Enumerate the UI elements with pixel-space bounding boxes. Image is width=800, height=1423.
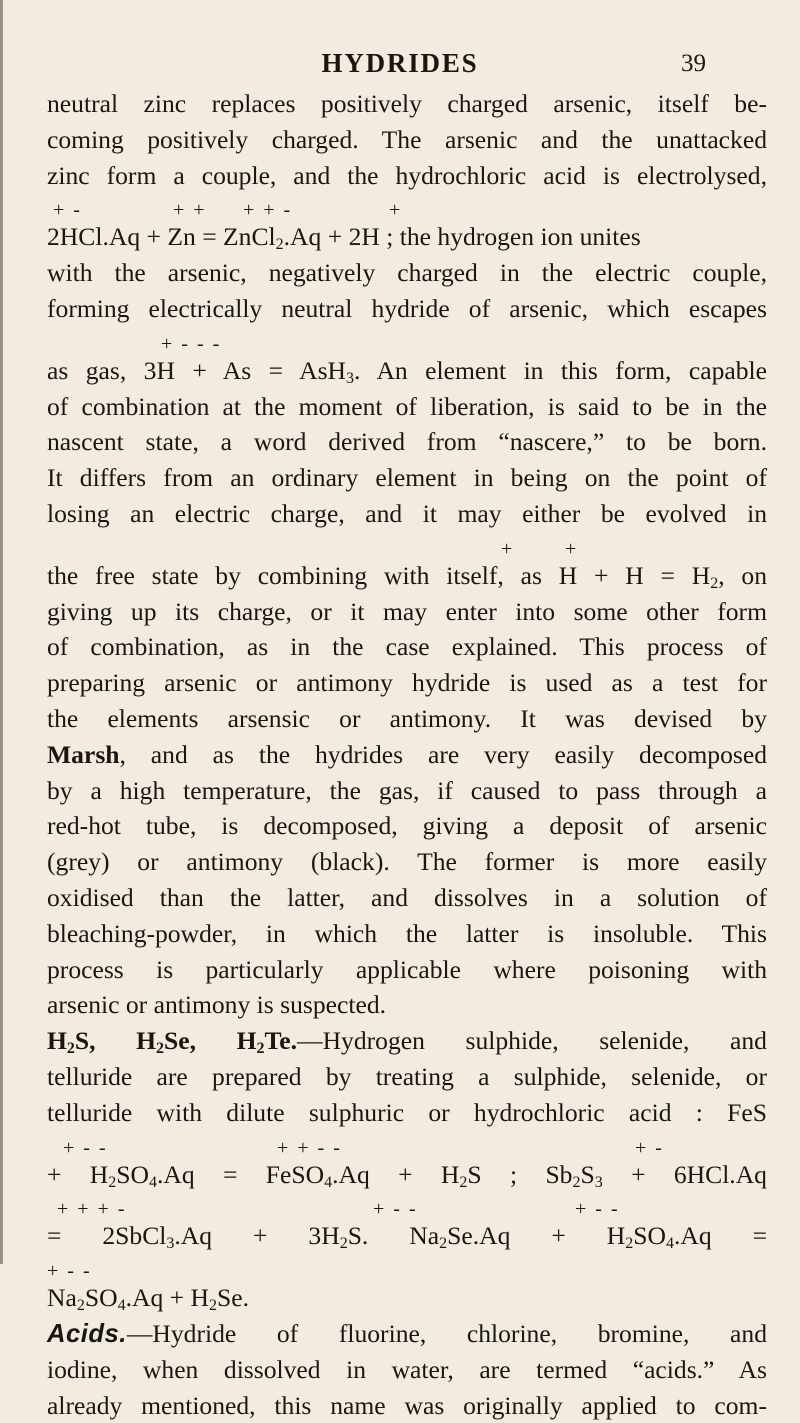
equation-line: + $H_2SO_4.Aq$ = FeSO$_4$.Aq + $H_2S$ ; $Sb_2S_3 + 6HCl.Aq$: [47, 1157, 767, 1193]
text-line: oxidised than the latter, and dissolves in a solution of: [47, 880, 767, 916]
page-number: 39: [681, 50, 706, 78]
text-line: of combination at the moment of liberation, is said to be in the: [47, 389, 767, 425]
text-line: forming electrically neutral hydride of arsenic, which escapes: [47, 291, 767, 327]
charge-mark: + - -: [575, 1196, 620, 1222]
charge-mark: + -: [53, 197, 82, 223]
text-line: telluride are prepared by treating a sulphide, selenide, or: [47, 1059, 767, 1095]
equation-line: [47, 558, 767, 594]
text-line: with the arsenic, negatively charged in the electric couple,: [47, 255, 767, 291]
body-text: [47, 86, 767, 1423]
equation-text: . An element in this form, capable: [354, 356, 767, 385]
text-line: arsenic or antimony is suspected.: [47, 987, 767, 1023]
charge-mark: +: [501, 536, 514, 562]
text-line: neutral zinc replaces positively charged arsenic, itself be-: [47, 86, 767, 122]
equation-text: as gas, 3H + As = AsH: [47, 356, 346, 385]
equation-line: = 2SbCl$_3$.Aq + $3H_2S$. $Na_2Se.Aq + H_2SO_4.Aq$ =: [47, 1218, 767, 1254]
text-segment: , and as the hydrides are very easily decomposed: [120, 740, 767, 769]
text-line: coming positively charged. The arsenic and the unattacked: [47, 122, 767, 158]
text-line: It differs from an ordinary element in being on the point of: [47, 460, 767, 496]
name-marsh: Marsh: [47, 740, 120, 769]
ion-charge-row: [47, 1254, 767, 1280]
ion-charge-row: [47, 193, 767, 219]
charge-mark: + - -: [47, 1258, 92, 1284]
text-line: [47, 737, 767, 773]
equation-text: .Aq + 2H ; the hydrogen ion unites: [284, 222, 641, 251]
page-edge-shadow: [0, 0, 3, 1264]
text-line: already mentioned, this name was originally applied to com-: [47, 1388, 767, 1423]
charge-mark: + - -: [373, 1196, 418, 1222]
running-header: HYDRIDES: [0, 48, 800, 79]
ion-charge-row: [47, 327, 767, 353]
charge-mark: + - - -: [161, 331, 221, 357]
text-line: of combination, as in the case explained. This process of: [47, 629, 767, 665]
subscript: 2: [276, 236, 284, 253]
text-line: (grey) or antimony (black). The former is more easily: [47, 844, 767, 880]
equation-text: 2HCl.Aq + Zn = ZnCl: [47, 222, 276, 251]
text-line: preparing arsenic or antimony hydride is used as a test for: [47, 665, 767, 701]
text-segment: —Hydrogen sulphide, selenide, and: [297, 1026, 767, 1055]
text-line: losing an electric charge, and it may either be evolved in: [47, 496, 767, 532]
text-line: nascent state, a word derived from “nascere,” to be born.: [47, 424, 767, 460]
charge-mark: + + - -: [277, 1135, 342, 1161]
text-line: process is particularly applicable where poisoning with: [47, 952, 767, 988]
text-line: iodine, when dissolved in water, are termed “acids.” As: [47, 1352, 767, 1388]
text-line: the elements arsensic or antimony. It was devised by: [47, 701, 767, 737]
text-line: by a high temperature, the gas, if caused to pass through a: [47, 773, 767, 809]
text-line: red-hot tube, is decomposed, giving a deposit of arsenic: [47, 808, 767, 844]
text-line: zinc form a couple, and the hydrochloric acid is electrolysed,: [47, 158, 767, 194]
equation-line: [47, 219, 767, 255]
text-line: giving up its charge, or it may enter into some other form: [47, 594, 767, 630]
text-line: telluride with dilute sulphuric or hydrochloric acid : FeS: [47, 1095, 767, 1131]
section-heading: $H_2S$, $H_2Se$, $H_2Te$.: [47, 1026, 297, 1055]
charge-mark: + -: [635, 1135, 664, 1161]
charge-mark: + + + -: [57, 1196, 127, 1222]
charge-mark: +: [565, 536, 578, 562]
charge-mark: + + -: [243, 197, 292, 223]
equation-text: the free state by combining with itself, as H + H = H: [47, 561, 710, 590]
equation-text: , on: [718, 561, 767, 590]
section-heading-line: [47, 1316, 767, 1352]
ion-charge-row: [47, 1192, 767, 1218]
equation-line: $Na_2SO_4.Aq + H_2Se$.: [47, 1280, 767, 1316]
charge-mark: + +: [173, 197, 207, 223]
subscript: 3: [346, 370, 354, 387]
section-heading-line: [47, 1023, 767, 1059]
equation-line: [47, 353, 767, 389]
text-segment: —Hydride of fluorine, chlorine, bromine, and: [127, 1319, 767, 1348]
charge-mark: + - -: [63, 1135, 108, 1161]
text-line: bleaching-powder, in which the latter is insoluble. This: [47, 916, 767, 952]
subscript: 2: [710, 575, 718, 592]
ion-charge-row: [47, 1131, 767, 1157]
charge-mark: +: [389, 197, 402, 223]
ion-charge-row: [47, 532, 767, 558]
section-heading: Acids.: [47, 1320, 127, 1348]
